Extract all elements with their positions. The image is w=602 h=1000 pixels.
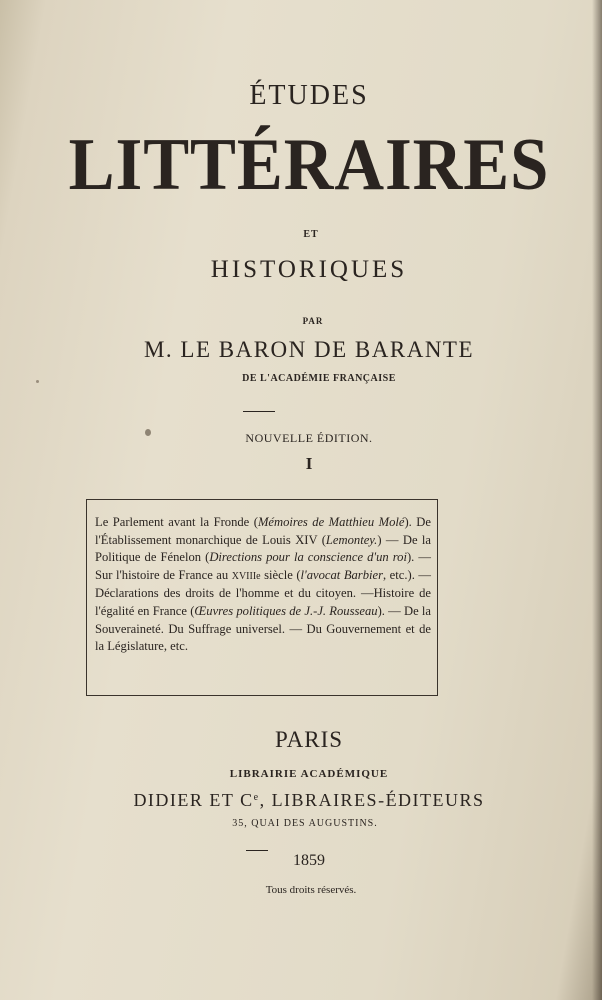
contents-italic: Œuvres politiques de J.-J. Rousseau xyxy=(194,603,378,618)
imprint-city: PARIS xyxy=(274,727,344,752)
author-affiliation: DE L'ACADÉMIE FRANÇAISE xyxy=(242,373,396,384)
imprint-rights: Tous droits réservés. xyxy=(265,884,357,896)
publisher-sup: e xyxy=(253,792,260,803)
title-line-et: ET xyxy=(303,229,319,240)
imprint-publisher xyxy=(8,790,602,811)
imprint-address: 35, QUAI DES AUGUSTINS. xyxy=(232,818,378,829)
contents-part: siècle ( xyxy=(260,567,301,582)
edition-label: NOUVELLE ÉDITION. xyxy=(245,431,373,445)
contents-part: Le Parlement avant la Fronde ( xyxy=(95,515,258,529)
contents-part: ). — De la Souveraineté. Du Suffrage universel. — Du Gouvernement et de la Législature, etc. xyxy=(95,603,432,654)
paper-speck xyxy=(36,380,39,383)
contents-part: , etc.). —Déclarations des droits de l'homme et du citoyen. —Histoire de l'égalité en France ( xyxy=(95,567,431,618)
contents-box xyxy=(86,499,438,696)
imprint-year: 1859 xyxy=(293,852,325,869)
publisher-name: DIDIER ET C xyxy=(133,790,254,810)
publisher-role: , LIBRAIRES-ÉDITEURS xyxy=(259,790,485,810)
contents-text xyxy=(95,514,431,656)
contents-part: ) — De la Politique de Fénelon ( xyxy=(95,532,432,565)
contents-italic: Lemontey. xyxy=(325,532,378,547)
title-line-etudes: ÉTUDES xyxy=(249,80,369,111)
contents-italic: Mémoires de Matthieu Molé xyxy=(257,515,405,529)
author-name: M. LE BARON DE BARANTE xyxy=(143,337,475,362)
title-line-historiques: HISTORIQUES xyxy=(210,256,408,283)
divider-rule xyxy=(243,411,275,412)
imprint-house: LIBRAIRIE ACADÉMIQUE xyxy=(229,768,389,780)
title-line-litteraires: LITTÉRAIRES xyxy=(68,124,550,206)
volume-number: I xyxy=(305,454,313,473)
contents-part: ). — Sur l'histoire de France au xyxy=(95,550,431,582)
contents-smallcaps: XVIIIe xyxy=(231,570,261,582)
contents-italic: l'avocat Barbier xyxy=(300,567,383,582)
divider-rule xyxy=(246,850,268,851)
byline-par: PAR xyxy=(302,316,324,326)
contents-part: ). De l'Établissement monarchique de Louis XIV ( xyxy=(95,515,431,547)
contents-italic: Directions pour la conscience d'un roi xyxy=(209,550,407,565)
